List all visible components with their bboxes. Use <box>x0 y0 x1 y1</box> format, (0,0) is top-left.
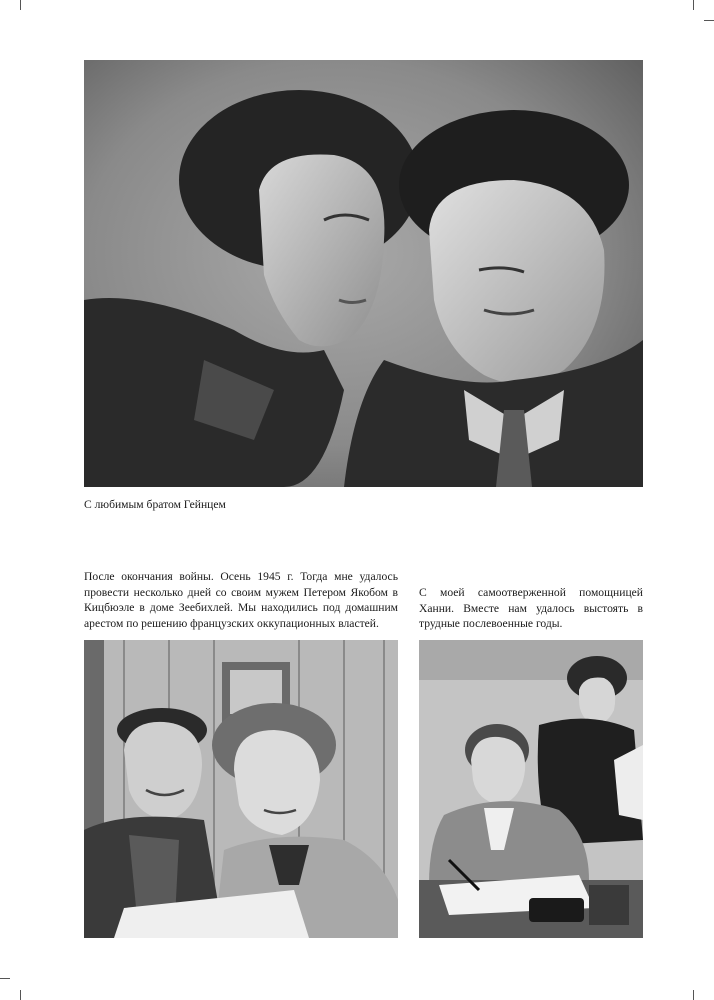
caption-bottom-right: С моей самоотверженной помощницей Ханни. Вместе нам удалось выстоять в трудные послевоенные годы. <box>419 586 643 631</box>
photo-top-portrait <box>84 60 643 487</box>
crop-mark-left-lower <box>0 978 10 979</box>
photo-bottom-left <box>84 640 398 938</box>
crop-mark-right-upper <box>704 20 714 21</box>
crop-mark-top-right <box>693 0 694 10</box>
crop-mark-bottom-right <box>693 990 694 1000</box>
caption-bottom-left: После окончания войны. Осень 1945 г. Тогда мне удалось провести несколько дней со своим мужем Петером Якобом в Кицбюэле в доме Зеебихлей. Мы находились под домашним арестом по решению французских оккупационных властей. <box>84 570 398 630</box>
caption-top: С любимым братом Гейнцем <box>84 498 226 511</box>
crop-mark-top-left <box>20 0 21 10</box>
photo-bottom-right <box>419 640 643 938</box>
crop-mark-bottom-left <box>20 990 21 1000</box>
